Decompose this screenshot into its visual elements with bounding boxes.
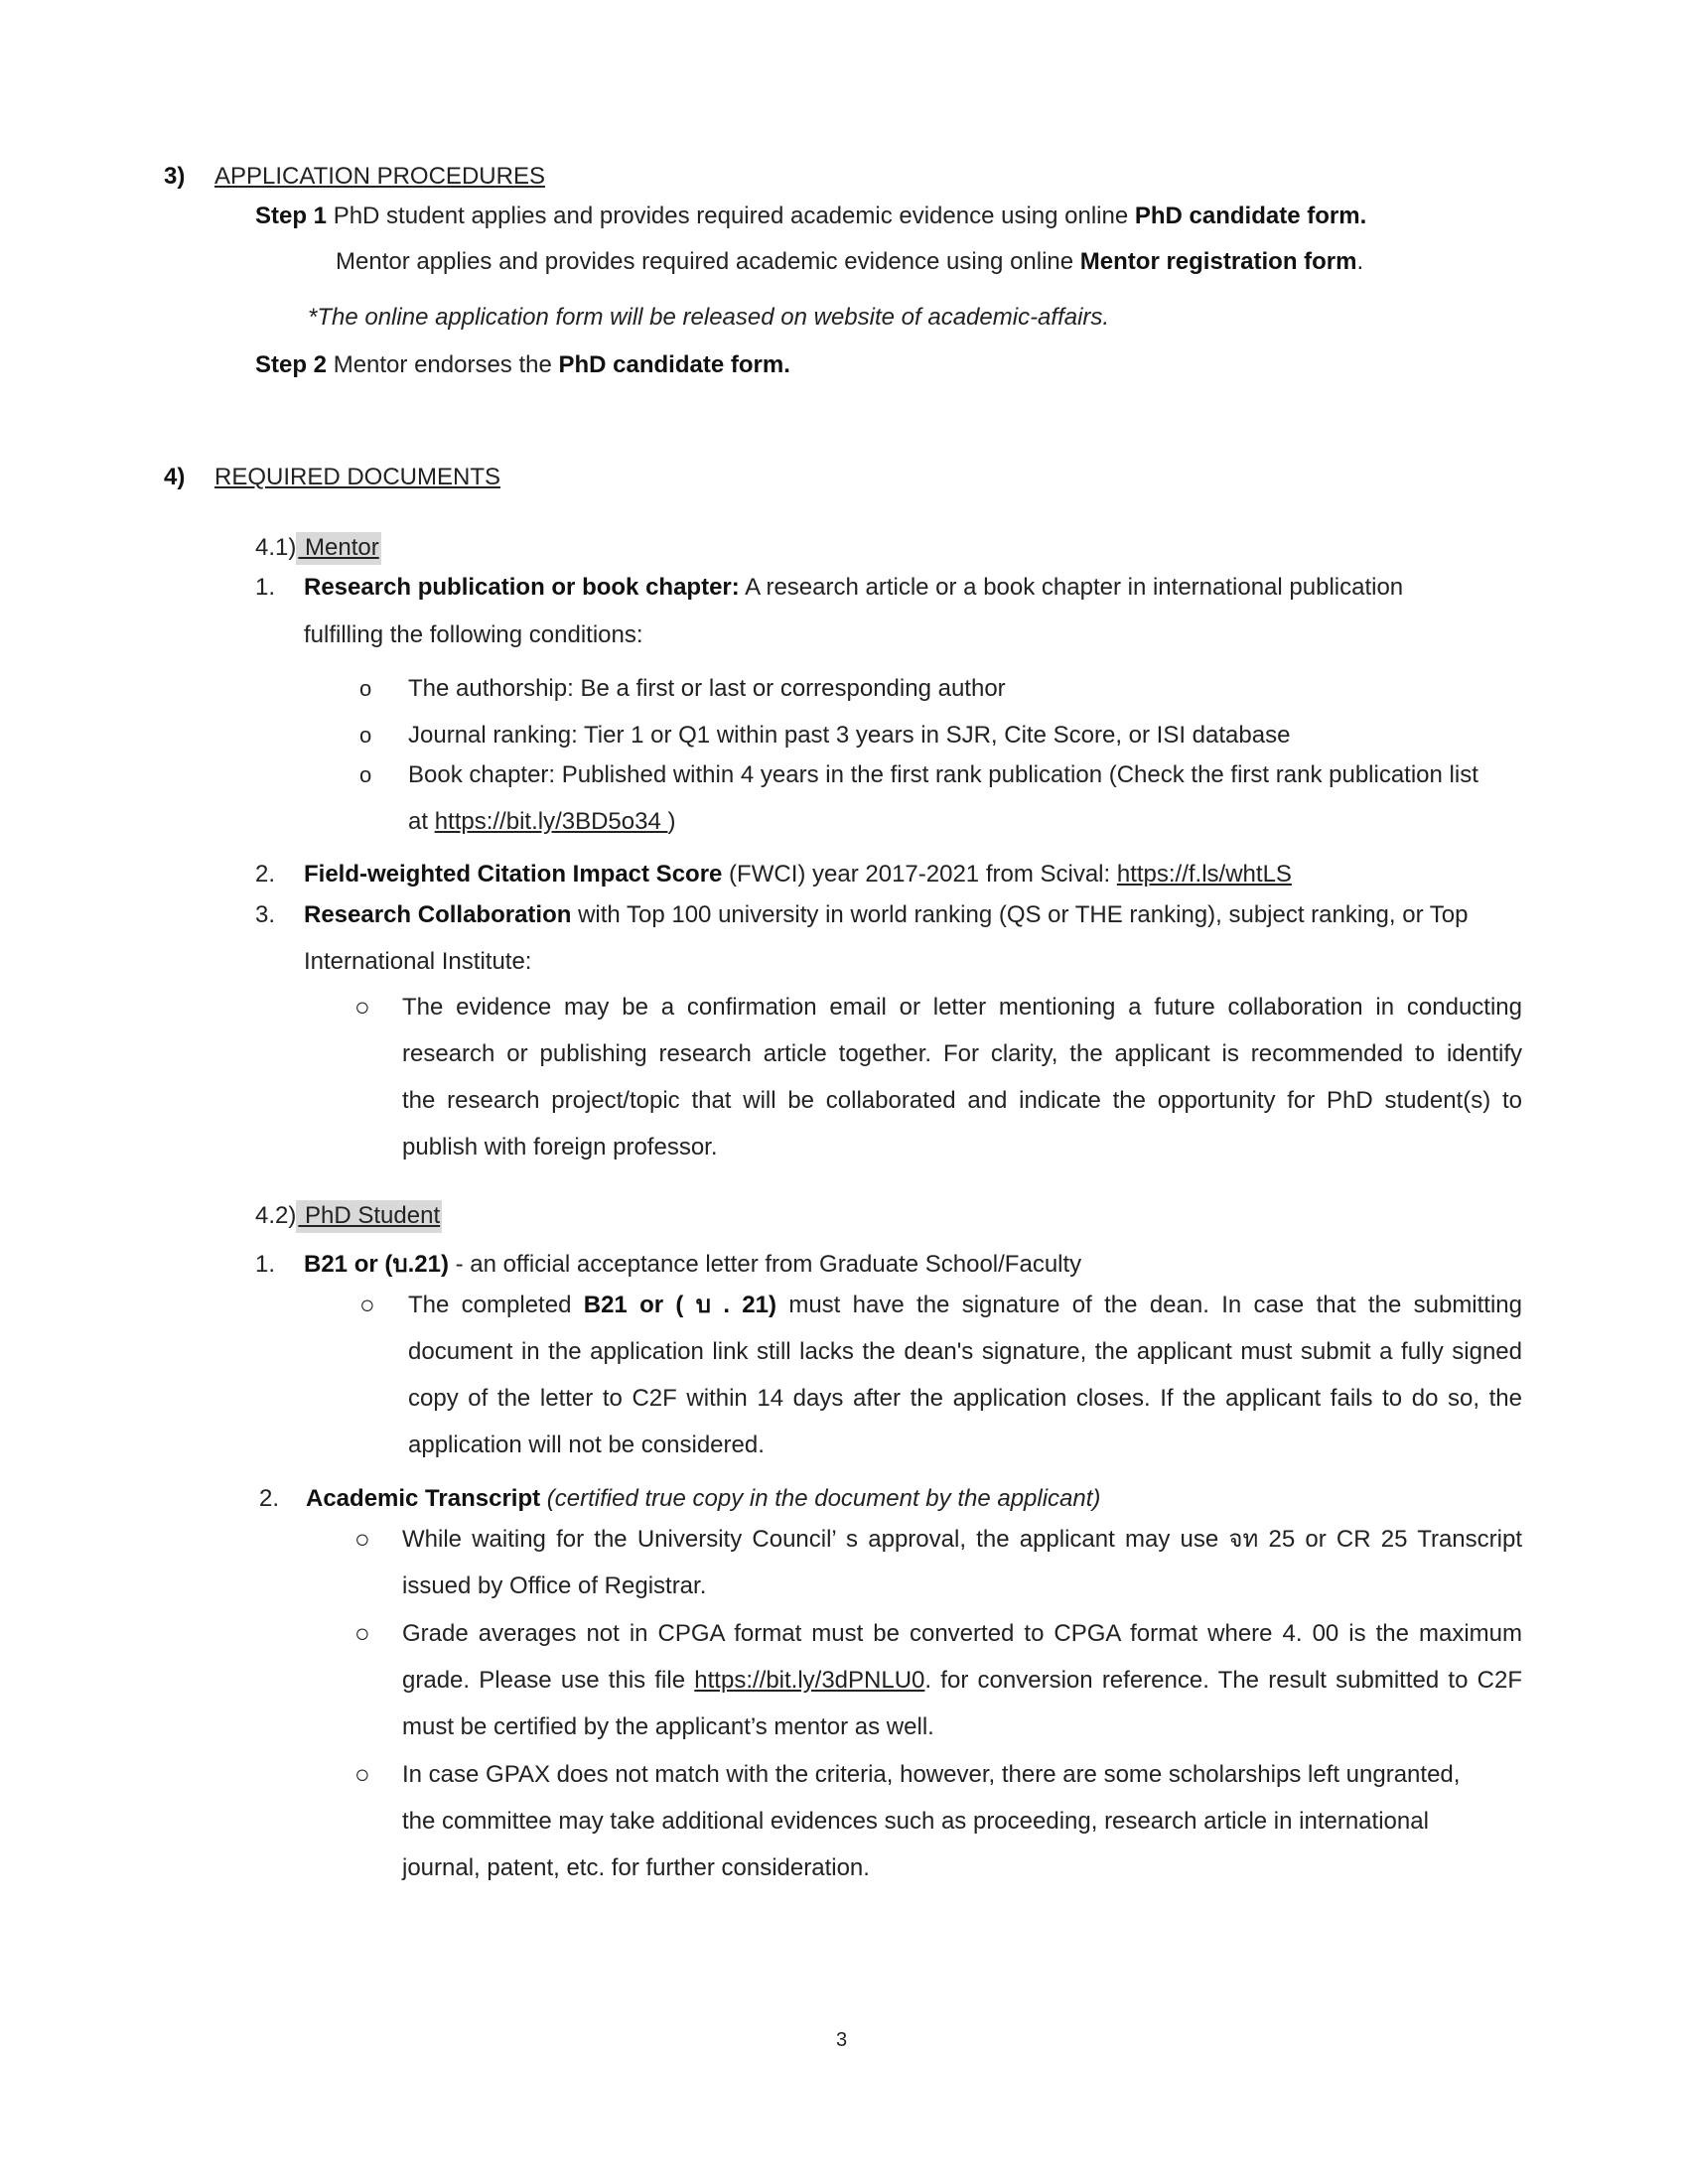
book-chapter-at: at bbox=[408, 808, 435, 835]
section-3-number: 3) bbox=[164, 163, 186, 190]
b21-requirement-bold: B21 or ( บ . 21) bbox=[583, 1292, 776, 1318]
cpga-conversion-link[interactable]: https://bit.ly/3dPNLU0 bbox=[694, 1667, 925, 1694]
step-2-label: Step 2 bbox=[255, 351, 328, 378]
bullet-circle: ○ bbox=[354, 992, 370, 1022]
transcript-sub2-pre: grade. Please use this file bbox=[402, 1667, 695, 1694]
phd-candidate-form-ref-2: PhD candidate form. bbox=[558, 351, 790, 378]
fwci-text: (FWCI) year 2017-2021 from Scival: bbox=[722, 861, 1117, 887]
bullet-circle: ○ bbox=[354, 1524, 370, 1554]
phd-candidate-form-ref: PhD candidate form. bbox=[1134, 203, 1367, 229]
bullet-circle: ○ bbox=[359, 1290, 375, 1319]
mentor-item-3-line-2: International Institute: bbox=[304, 948, 532, 975]
step-2-text: Mentor endorses the bbox=[327, 351, 559, 378]
research-collaboration-text: with Top 100 university in world ranking (QS or THE ranking), subject ranking, or Top bbox=[571, 901, 1469, 928]
collaboration-evidence-line-1: The evidence may be a confirmation email or letter mentioning a future collaboration in conducting bbox=[402, 994, 1522, 1021]
step-1-line bbox=[255, 202, 1366, 231]
mentor-item-1-line-2: fulfilling the following conditions: bbox=[304, 621, 643, 648]
bullet-o: o bbox=[359, 676, 372, 701]
transcript-sub2-line-3: must be certified by the applicant’s mentor as well. bbox=[402, 1713, 934, 1740]
transcript-sub1-line-1: While waiting for the University Council’ s approval, the applicant may use จท 25 or CR 25 Transcript bbox=[402, 1526, 1522, 1553]
academic-transcript-label: Academic Transcript bbox=[306, 1485, 541, 1512]
book-chapter-condition-line-2 bbox=[408, 807, 675, 837]
mentor-item-2-number: 2. bbox=[255, 861, 276, 887]
mentor-heading-number: 4.1) bbox=[255, 534, 297, 561]
mentor-apply-line bbox=[336, 247, 1363, 277]
b21-requirement-line-4: application will not be considered. bbox=[408, 1432, 765, 1458]
authorship-condition: The authorship: Be a first or last or corresponding author bbox=[408, 675, 1006, 702]
phd-student-heading-label: PhD Student bbox=[296, 1200, 442, 1233]
mentor-registration-form-ref: Mentor registration form bbox=[1079, 248, 1357, 275]
academic-transcript-note: (certified true copy in the document by the applicant) bbox=[540, 1485, 1101, 1512]
book-chapter-close-paren: ) bbox=[667, 808, 676, 835]
mentor-item-1-number: 1. bbox=[255, 574, 276, 601]
b21-requirement-post: must have the signature of the dean. In case that the submitting bbox=[776, 1292, 1523, 1318]
mentor-heading-label: Mentor bbox=[296, 532, 380, 565]
transcript-sub3-line-1: In case GPAX does not match with the criteria, however, there are some scholarships left ungranted, bbox=[402, 1761, 1461, 1788]
mentor-heading bbox=[255, 533, 381, 563]
section-4-title: REQUIRED DOCUMENTS bbox=[214, 464, 501, 490]
phd-student-heading bbox=[255, 1201, 442, 1231]
mentor-apply-text: Mentor applies and provides required academic evidence using online bbox=[336, 248, 1080, 275]
online-form-note: *The online application form will be released on website of academic-affairs. bbox=[308, 304, 1110, 331]
step-1-text: PhD student applies and provides required academic evidence using online bbox=[327, 203, 1135, 229]
phd-student-heading-number: 4.2) bbox=[255, 1202, 297, 1229]
book-chapter-condition: Book chapter: Published within 4 years in the first rank publication (Check the first rank publication list bbox=[408, 761, 1478, 788]
transcript-sub3-line-2: the committee may take additional evidences such as proceeding, research article in international bbox=[402, 1808, 1429, 1835]
b21-label: B21 or (บ.21) bbox=[304, 1251, 449, 1278]
journal-ranking-condition: Journal ranking: Tier 1 or Q1 within past 3 years in SJR, Cite Score, or ISI database bbox=[408, 722, 1291, 749]
mentor-item-2 bbox=[304, 860, 1292, 889]
mentor-item-3 bbox=[304, 900, 1469, 930]
student-item-2-number: 2. bbox=[259, 1485, 280, 1512]
b21-requirement-line-1 bbox=[408, 1291, 1522, 1320]
research-collaboration-label: Research Collaboration bbox=[304, 901, 572, 928]
page-number: 3 bbox=[836, 2029, 848, 2051]
student-item-1-number: 1. bbox=[255, 1251, 276, 1278]
step-2-line bbox=[255, 350, 790, 380]
collaboration-evidence-line-3: the research project/topic that will be collaborated and indicate the opportunity for PhD student(s) to bbox=[402, 1087, 1522, 1114]
student-item-2 bbox=[306, 1484, 1100, 1514]
research-publication-text: A research article or a book chapter in international publication bbox=[739, 574, 1404, 601]
section-3-title: APPLICATION PROCEDURES bbox=[214, 163, 545, 190]
transcript-sub2-post: . for conversion reference. The result submitted to C2F bbox=[924, 1667, 1523, 1694]
step-1-label: Step 1 bbox=[255, 203, 328, 229]
mentor-item-1 bbox=[304, 573, 1403, 603]
b21-requirement-pre: The completed bbox=[408, 1292, 584, 1318]
fwci-label: Field-weighted Citation Impact Score bbox=[304, 861, 723, 887]
mentor-apply-end: . bbox=[1356, 248, 1364, 275]
student-item-1 bbox=[304, 1250, 1081, 1280]
scival-link[interactable]: https://f.ls/whtLS bbox=[1116, 861, 1292, 887]
bullet-o: o bbox=[359, 723, 372, 748]
mentor-item-3-number: 3. bbox=[255, 901, 276, 928]
section-4-number: 4) bbox=[164, 464, 186, 490]
transcript-sub3-line-3: journal, patent, etc. for further consideration. bbox=[402, 1854, 870, 1881]
collaboration-evidence-line-2: research or publishing research article together. For clarity, the applicant is recommended to identify bbox=[402, 1040, 1522, 1067]
first-rank-publication-link[interactable]: https://bit.ly/3BD5o34 bbox=[434, 808, 668, 835]
b21-requirement-line-2: document in the application link still lacks the dean's signature, the applicant must submit a fully signed bbox=[408, 1338, 1522, 1365]
bullet-circle: ○ bbox=[354, 1618, 370, 1648]
collaboration-evidence-line-4: publish with foreign professor. bbox=[402, 1134, 718, 1160]
transcript-sub2-line-1: Grade averages not in CPGA format must be converted to CPGA format where 4. 00 is the maximum bbox=[402, 1620, 1522, 1647]
transcript-sub2-line-2 bbox=[402, 1666, 1522, 1696]
research-publication-label: Research publication or book chapter: bbox=[304, 574, 740, 601]
bullet-o: o bbox=[359, 762, 372, 787]
transcript-sub1-line-2: issued by Office of Registrar. bbox=[402, 1572, 707, 1599]
b21-text: - an official acceptance letter from Graduate School/Faculty bbox=[448, 1251, 1082, 1278]
b21-requirement-line-3: copy of the letter to C2F within 14 days after the application closes. If the applicant fails to do so, the bbox=[408, 1385, 1522, 1412]
bullet-circle: ○ bbox=[354, 1759, 370, 1789]
